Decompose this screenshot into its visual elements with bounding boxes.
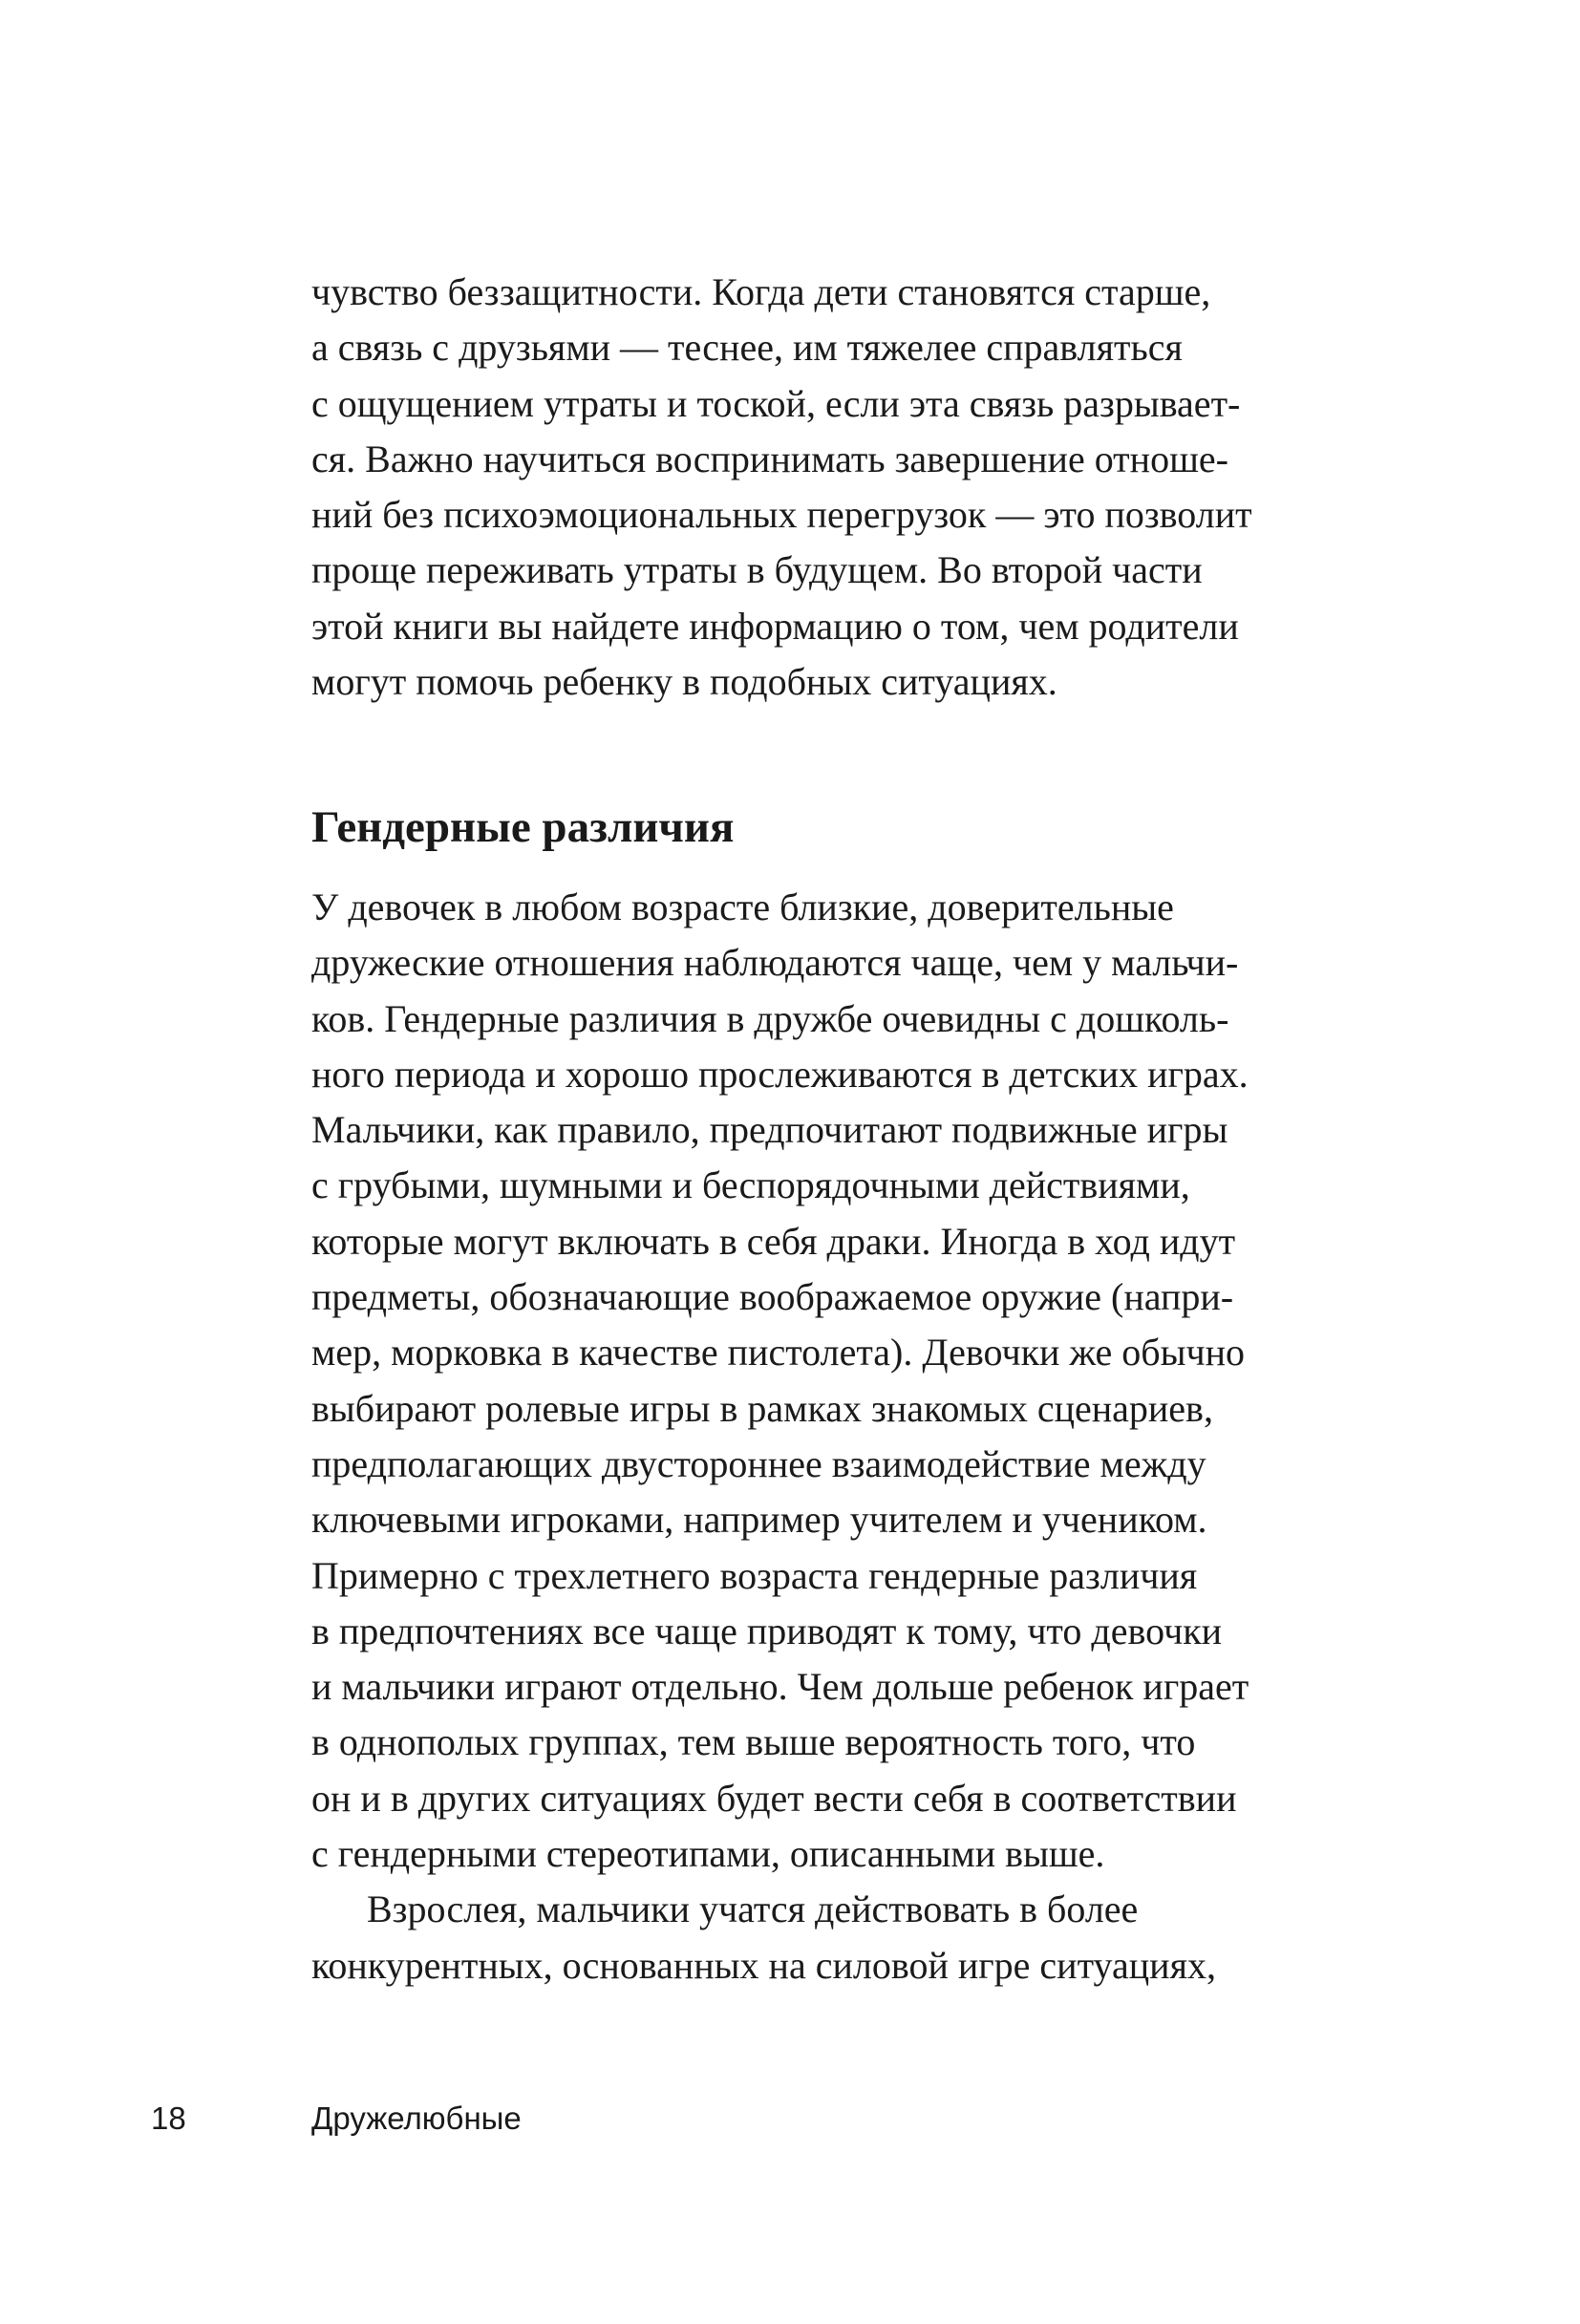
text-line: проще переживать утраты в будущем. Во второй части <box>311 548 1203 592</box>
page-number: 18 <box>151 2100 186 2136</box>
text-line: и мальчики играют отдельно. Чем дольше ребенок играет <box>311 1665 1249 1709</box>
text-line: Взрослея, мальчики учатся действовать в более <box>367 1887 1139 1931</box>
text-line: в однополых группах, тем выше вероятность того, что <box>311 1720 1196 1764</box>
text-line: мер, морковка в качестве пистолета). Девочки же обычно <box>311 1331 1246 1375</box>
text-line: ков. Гендерные различия в дружбе очевидны с дошколь- <box>311 996 1229 1040</box>
text-line: этой книги вы найдете информацию о том, чем родители <box>311 604 1239 648</box>
text-line: а связь с друзьями — теснее, им тяжелее справляться <box>311 326 1183 370</box>
text-line: выбирают ролевые игры в рамках знакомых сценариев, <box>311 1386 1213 1430</box>
paragraph-2 <box>311 880 1249 1994</box>
text-line: чувство беззащитности. Когда дети становятся старше, <box>311 270 1211 313</box>
text-line: предметы, обозначающие воображаемое оружие (напри- <box>311 1275 1234 1319</box>
text-line: ключевыми игроками, например учителем и учеником. <box>311 1498 1207 1542</box>
text-line: в предпочтениях все чаще приводят к тому, что девочки <box>311 1609 1223 1652</box>
text-line: с гендерными стереотипами, описанными выше. <box>311 1832 1105 1876</box>
text-line: ся. Важно научиться воспринимать завершение отноше- <box>311 437 1228 480</box>
text-line: предполагающих двустороннее взаимодействие между <box>311 1441 1206 1485</box>
text-line: с ощущением утраты и тоской, если эта связь разрывает- <box>311 381 1241 425</box>
running-title: Дружелюбные <box>311 2100 522 2136</box>
text-line: дружеские отношения наблюдаются чаще, чем у мальчи- <box>311 941 1239 985</box>
text-line: ний без психоэмоциональных перегрузок — это позволит <box>311 493 1252 537</box>
text-line: которые могут включать в себя драки. Иногда в ход идут <box>311 1219 1236 1263</box>
text-line: он и в других ситуациях будет вести себя в соответствии <box>311 1776 1237 1820</box>
text-line: ного периода и хорошо прослеживаются в детских играх. <box>311 1052 1249 1096</box>
section-heading: Гендерные различия <box>311 802 735 852</box>
text-line: Мальчики, как правило, предпочитают подвижные игры <box>311 1108 1228 1152</box>
text-line: конкурентных, основанных на силовой игре ситуациях, <box>311 1943 1216 1987</box>
text-line: с грубыми, шумными и беспорядочными действиями, <box>311 1163 1190 1207</box>
paragraph-1 <box>311 265 1252 710</box>
text-line: Примерно с трехлетнего возраста гендерные различия <box>311 1553 1198 1597</box>
text-line: У девочек в любом возрасте близкие, доверительные <box>311 885 1174 928</box>
text-line: могут помочь ребенку в подобных ситуациях. <box>311 660 1057 704</box>
